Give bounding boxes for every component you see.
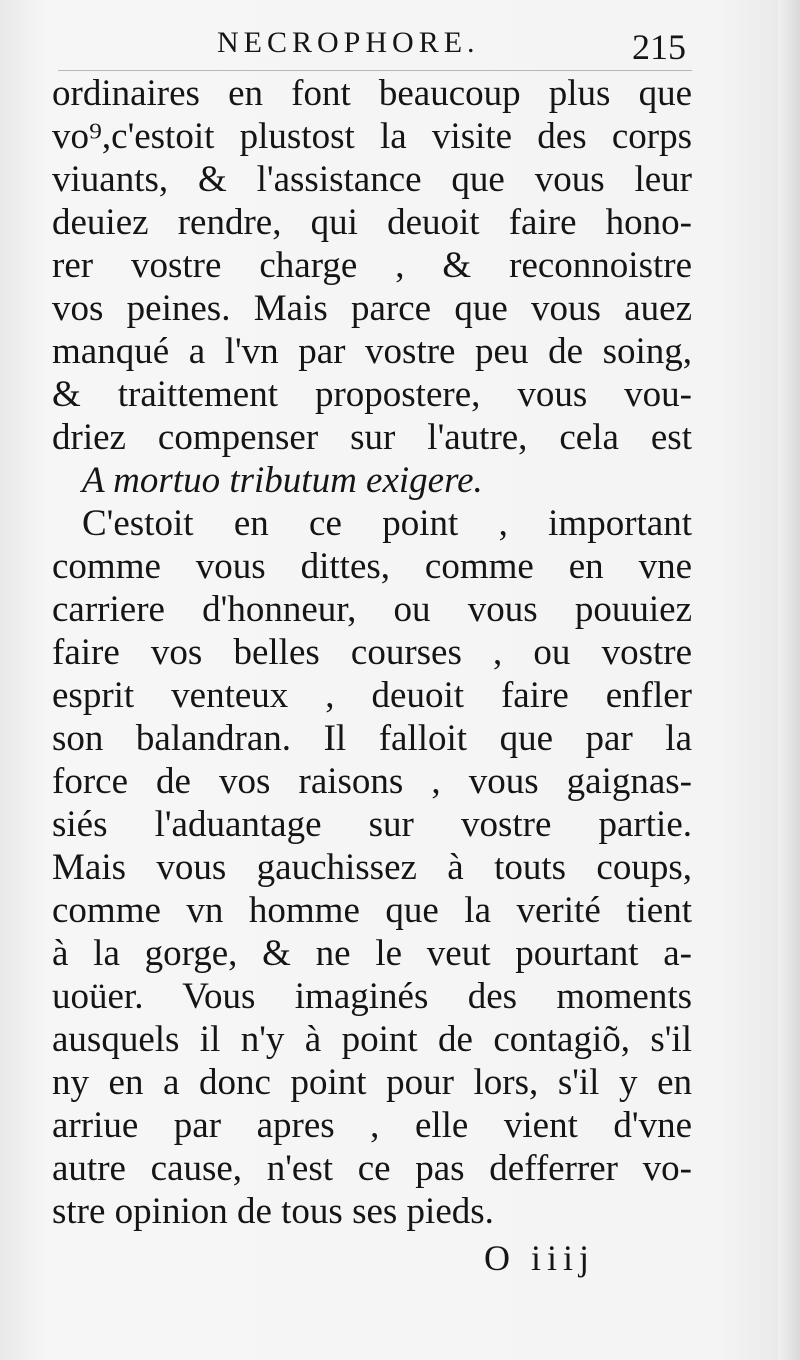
text-line: comme vn homme que la verité tient [52,890,692,931]
text-line: & traittement proposterе, vous vou- [52,374,692,415]
text-line: viuants, & l'assistance que vous leur [52,159,692,200]
running-head: NECROPHORE. [217,26,480,59]
text-line: manqué a l'vn par vostre peu de soing, [52,331,692,372]
text-line: uoüer. Vous imaginés des moments [52,976,692,1017]
text-line: faire vos belles courses , ou vostre [52,632,692,673]
text-line: comme vous dittes, comme en vne [52,546,692,587]
text-line: force de vos raisons , vous gaignas- [52,761,692,802]
text-line: carriere d'honneur, ou vous pouuiez [52,589,692,630]
text-line: ausquels il n'y à point de contagiõ, s'il [52,1019,692,1060]
text-line: Mais vous gauchissez à touts coups, [52,847,692,888]
text-line: stre opinion de tous ses pieds. [52,1191,494,1232]
header-rule [58,70,692,71]
page-header [52,18,692,72]
text-line: ny en a donc point pour lors, s'il y en [52,1062,692,1103]
page-number: 215 [632,27,686,67]
text-line: arriue par apres , elle vient d'vne [52,1105,692,1146]
text-line: vo⁹,c'estoit plustost la visite des corps [52,116,692,157]
text-line: deuiez rendre, qui deuoit faire hono- [52,202,692,243]
page-footer [52,1233,692,1283]
page-edge [778,0,800,1360]
text-line: driez compenser sur l'autre, cela est [52,417,692,458]
text-line: à la gorge, & ne le veut pourtant a- [52,933,692,974]
text-line: rer vostre charge , & reconnoistre [52,245,692,286]
signature-mark: O iiij [484,1238,596,1278]
text-line: vos peines. Mais parce que vous auez [52,288,692,329]
text-line: autre cause, n'est ce pas defferrer vo- [52,1148,692,1189]
text-line: son balandran. Il falloit que par la [52,718,692,759]
text-line: esprit venteux , deuoit faire enfler [52,675,692,716]
text-block [52,18,692,1283]
paragraph-start-line: C'estoit en ce point , important [82,503,692,544]
text-line: ordinaires en font beaucoup plus que [52,73,692,114]
latin-quotation: A mortuo tributum exigere. [82,460,483,501]
text-line: siés l'aduantage sur vostre partie. [52,804,692,845]
